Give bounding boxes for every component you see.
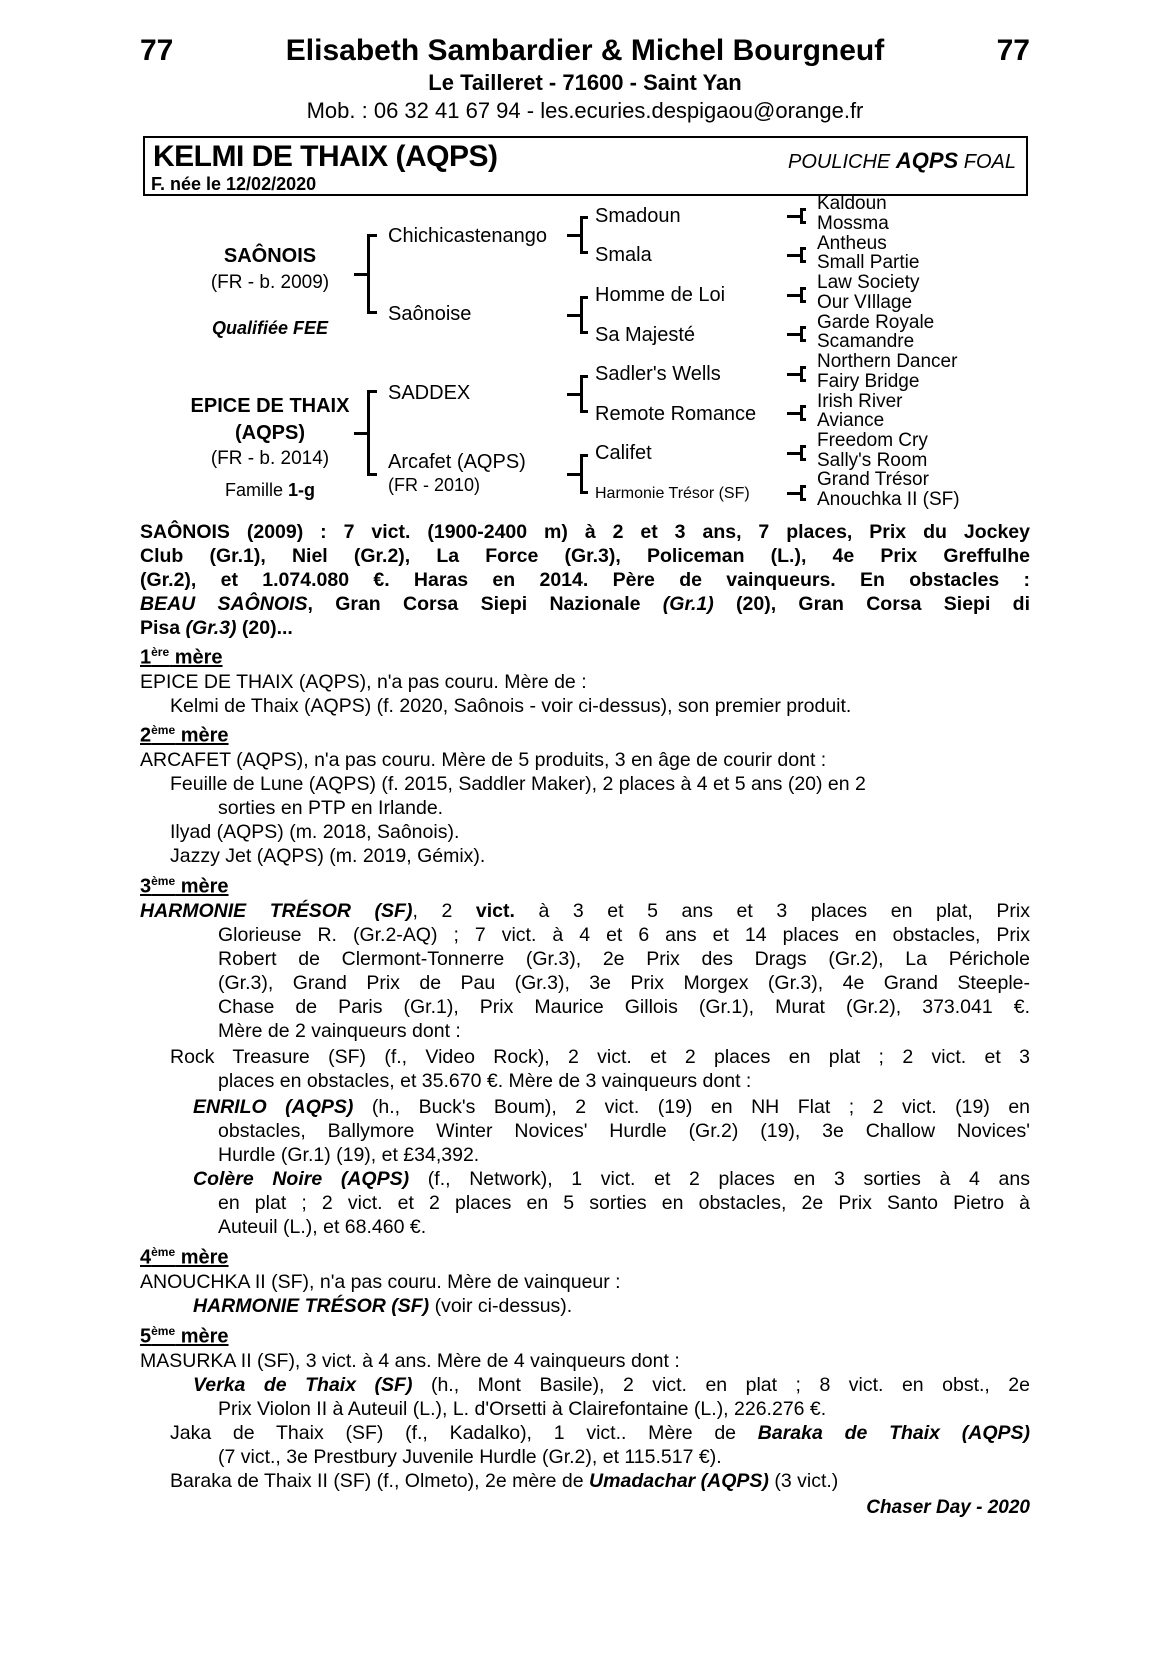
gen3-7: Califet [595,442,652,464]
mere2-line4: Ilyad (AQPS) (m. 2018, Saônois). [170,821,460,843]
progeny-name: Umadachar (AQPS) [589,1470,769,1492]
gen4-16: Anouchka II (SF) [817,489,960,510]
text-fragment: (3 vict.) [768,1470,839,1492]
mere1-line2: Kelmi de Thaix (AQPS) (f. 2020, Saônois - voir ci-dessus), son premier produit. [170,695,852,717]
bracket-g3-1 [580,216,588,254]
section-heading-mere2 [140,723,229,748]
bracket-g4-1 [800,208,806,224]
mere3-line3: Robert de Clermont-Tonnerre (Gr.3), 2e Prix des Drags (Gr.2), La Périchole [218,948,1030,970]
heading-num: 4 [140,1246,152,1269]
mere2-line2: Feuille de Lune (AQPS) (f. 2015, Saddler Maker), 2 places à 4 et 5 ans (20) en 2 [170,773,866,795]
text-fragment: , Gran Corsa Siepi Nazionale [307,593,663,615]
gen4-11: Irish River [817,391,903,412]
bracket-sire [367,234,377,314]
mere3-line5: Chase de Paris (Gr.1), Prix Maurice Gillois (Gr.1), Murat (Gr.2), 373.041 €. [218,996,1030,1018]
bracket-g3-4 [580,454,588,494]
mere3-line4: (Gr.3), Grand Prix de Pau (Gr.3), 3e Prix Morgex (Gr.3), 4e Grand Steeple- [218,972,1030,994]
baraka-line1 [170,1470,1030,1493]
section-heading-mere3 [140,874,229,899]
enrilo-line3: Hurdle (Gr.1) (19), et £34,392. [218,1144,480,1166]
consignor-name: Elisabeth Sambardier & Michel Bourgneuf [285,34,885,67]
gen3-6: Remote Romance [595,403,757,425]
heading-sup: ème [151,723,176,737]
heading-num: 3 [140,875,152,898]
text-fragment: (h., Buck's Boum), 2 vict. (19) en NH Flat ; 2 vict. (19) en [353,1096,1031,1118]
mere3-line2: Glorieuse R. (Gr.2-AQ) ; 7 vict. à 4 et 6 ans et 14 places en obstacles, Prix [218,924,1030,946]
sire-summary-line3: (Gr.2), et 1.074.080 €. Haras en 2014. Père de vainqueurs. En obstacles : [140,569,1030,591]
sire-origin: (FR - b. 2009) [210,272,330,293]
colere-line3: Auteuil (L.), et 68.460 €. [218,1216,427,1238]
section-heading-mere1 [140,645,223,670]
gen4-5: Law Society [817,272,920,293]
colere-line1 [193,1168,1030,1191]
gen2-dam-dam: Arcafet (AQPS) [388,451,526,473]
text-fragment: à 3 et 5 ans et 3 places en plat, Prix [514,900,1030,922]
heading-num: 1 [140,646,152,669]
heading-label: mère [175,875,229,898]
verka-line1 [193,1374,1030,1397]
grade-fragment: (Gr.1) [662,593,714,615]
text-fragment: (20)... [236,617,293,639]
type-suffix: FOAL [963,151,1016,173]
page-header [140,34,1030,74]
heading-sup: ère [151,645,170,659]
sire-summary-line5 [140,617,1030,640]
verka-line2: Prix Violon II à Auteuil (L.), L. d'Orsetti à Clairefontaine (L.), 226.276 €. [218,1398,827,1420]
heading-label: mère [175,1246,229,1269]
gen4-10: Fairy Bridge [817,371,920,392]
text-fragment: (20), Gran Corsa Siepi di [713,593,1030,615]
lot-number-left: 77 [140,34,174,67]
bracket-g4-4 [800,326,806,342]
dam-origin: (FR - b. 2014) [210,448,330,469]
text-fragment: (voir ci-dessus). [429,1295,573,1317]
mere2-line3: sorties en PTP en Irlande. [218,797,444,819]
text-fragment: (f., Network), 1 vict. et 2 places en 3 sorties à 4 ans [409,1168,1030,1190]
horse-name: KELMI DE THAIX (AQPS) [153,140,498,173]
mere2-line5: Jazzy Jet (AQPS) (m. 2019, Gémix). [170,845,486,867]
gen3-2: Smala [595,244,652,266]
gen2-sire-sire: Chichicastenango [388,225,547,247]
gen4-2: Mossma [817,213,889,234]
heading-label: mère [175,1325,229,1348]
gen4-4: Small Partie [817,252,920,273]
heading-sup: ème [151,1324,176,1338]
progeny-name: ENRILO (AQPS) [193,1096,354,1118]
sire-summary-line4 [140,593,1030,616]
heading-label: mère [169,646,223,669]
heading-sup: ème [151,1245,176,1259]
progeny-name: Colère Noire (AQPS) [193,1168,410,1190]
gen2-dam-sire: SADDEX [388,382,471,404]
gen4-14: Sally's Room [817,450,928,471]
gen3-3: Homme de Loi [595,284,726,306]
dam-name-line2: (AQPS) [235,422,305,444]
gen4-7: Garde Royale [817,312,935,333]
consignor-address: Le Tailleret - 71600 - Saint Yan [428,70,742,95]
progeny-name: BEAU SAÔNOIS [140,593,308,615]
bracket-g3-2 [580,296,588,334]
sire-summary-line2: Club (Gr.1), Niel (Gr.2), La Force (Gr.3), Policeman (L.), 4e Prix Greffulhe [140,545,1030,567]
mere1-line1: EPICE DE THAIX (AQPS), n'a pas couru. Mère de : [140,671,587,693]
gen4-12: Aviance [817,410,885,431]
dam-name: HARMONIE TRÉSOR (SF) [140,900,413,922]
jaka-line1 [170,1422,1030,1445]
family-value: 1-g [288,480,316,500]
type-breed: AQPS [895,148,959,173]
bracket-g4-8 [800,485,806,501]
mere3-line6: Mère de 2 vainqueurs dont : [218,1020,461,1042]
gen4-1: Kaldoun [817,193,887,214]
gen4-15: Grand Trésor [817,469,929,490]
mere2-line1: ARCAFET (AQPS), n'a pas couru. Mère de 5 produits, 3 en âge de courir dont : [140,749,827,771]
bracket-g4-7 [800,445,806,461]
text-fragment: (h., Mont Basile), 2 vict. en plat ; 8 vict. en obst., 2e [412,1374,1030,1396]
section-heading-mere5 [140,1324,229,1349]
gen4-3: Antheus [817,233,887,254]
bracket-g4-5 [800,366,806,382]
text-fragment: Pisa [140,617,186,639]
sire-qualification: Qualifiée FEE [211,318,329,338]
enrilo-line1 [193,1096,1030,1119]
gen4-8: Scamandre [817,331,915,352]
text-fragment: Baraka de Thaix II (SF) (f., Olmeto), 2e mère de [170,1470,590,1492]
gen3-1: Smadoun [595,205,681,227]
gen2-sire-dam: Saônoise [388,303,472,325]
mere4-line2 [193,1295,1030,1318]
footer-sale-name: Chaser Day - 2020 [866,1497,1030,1518]
bracket-g4-2 [800,247,806,263]
gen3-8: Harmonie Trésor (SF) [595,485,750,502]
text-fragment: Jaka de Thaix (SF) (f., Kadalko), 1 vict.. Mère de [170,1422,758,1444]
bracket-g4-6 [800,405,806,421]
rock-treasure-line2: places en obstacles, et 35.670 €. Mère de 3 vainqueurs dont : [218,1070,752,1092]
grade-fragment: (Gr.3) [185,617,237,639]
progeny-name: Verka de Thaix (SF) [193,1374,413,1396]
type-prefix: POULICHE [788,151,891,173]
bracket-g3-3 [580,375,588,413]
sire-name: SAÔNOIS [223,245,317,267]
gen3-4: Sa Majesté [595,324,696,346]
mere4-line1: ANOUCHKA II (SF), n'a pas couru. Mère de vainqueur : [140,1271,621,1293]
text-fragment: , 2 [412,900,476,922]
colere-line2: en plat ; 2 vict. et 2 places en 5 sorties en obstacles, 2e Prix Santo Pietro à [218,1192,1030,1214]
gen3-5: Sadler's Wells [595,363,721,385]
gen4-9: Northern Dancer [817,351,958,372]
gen2-dam-dam-origin: (FR - 2010) [388,475,481,495]
heading-label: mère [175,724,229,747]
text-fragment: vict. [475,900,515,922]
horse-birth-date: F. née le 12/02/2020 [151,174,317,194]
consignor-contact: Mob. : 06 32 41 67 94 - les.ecuries.despigaou@orange.fr [306,98,864,123]
enrilo-line2: obstacles, Ballymore Winter Novices' Hurdle (Gr.2) (19), 3e Challow Novices' [218,1120,1030,1142]
jaka-line2: (7 vict., 3e Prestbury Juvenile Hurdle (Gr.2), et 115.517 €). [218,1446,722,1468]
rock-treasure-line1: Rock Treasure (SF) (f., Video Rock), 2 vict. et 2 places en plat ; 2 vict. et 3 [170,1046,1030,1068]
horse-type [788,148,1016,174]
pedigree-chart [140,193,1030,550]
horse-name-box [143,136,1028,196]
dam-family [140,480,400,501]
progeny-name: Baraka de Thaix (AQPS) [757,1422,1030,1444]
heading-sup: ème [151,874,176,888]
heading-num: 5 [140,1325,152,1348]
bracket-g4-3 [800,287,806,303]
heading-num: 2 [140,724,152,747]
mere5-line1: MASURKA II (SF), 3 vict. à 4 ans. Mère de 4 vainqueurs dont : [140,1350,680,1372]
mere3-line1 [140,900,1030,923]
bracket-dam [367,390,377,476]
section-heading-mere4 [140,1245,229,1270]
gen4-6: Our VIllage [817,292,913,313]
family-label: Famille [224,480,283,500]
sire-summary-line1: SAÔNOIS (2009) : 7 vict. (1900-2400 m) à 2 et 3 ans, 7 places, Prix du Jockey [140,521,1030,543]
lot-number-right: 77 [996,34,1030,67]
gen4-13: Freedom Cry [817,430,928,451]
dam-name-line1: EPICE DE THAIX [190,395,350,417]
progeny-name: HARMONIE TRÉSOR (SF) [193,1295,430,1317]
